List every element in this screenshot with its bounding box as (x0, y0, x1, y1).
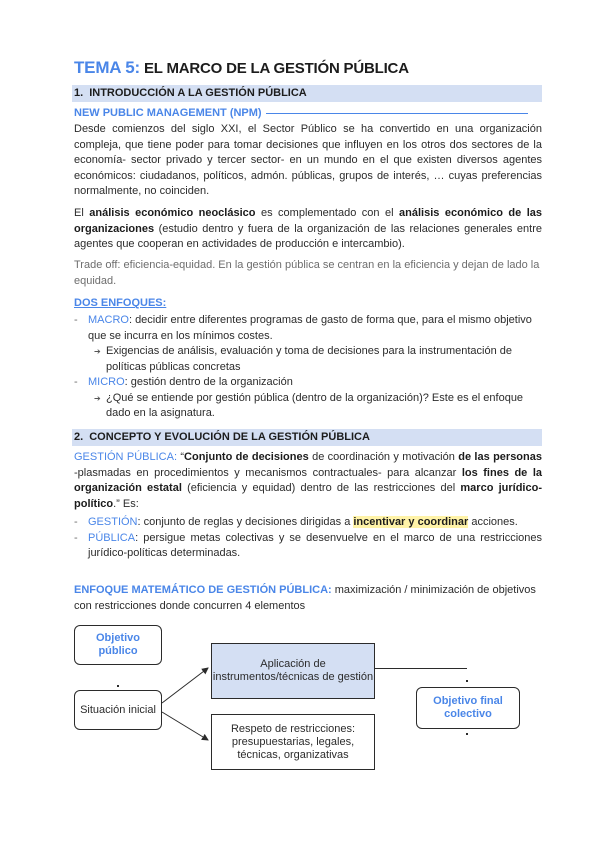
connector-dot (466, 680, 468, 682)
publica-label: PÚBLICA (88, 531, 136, 544)
gestion-text-3: (eficiencia y equidad) dentro de las restricciones del (181, 482, 461, 494)
enfoques-list (74, 313, 542, 422)
gestion-publica-label: GESTIÓN PÚBLICA: (74, 451, 177, 463)
title-number: TEMA 5: (74, 58, 140, 77)
enfoques-heading (74, 296, 542, 312)
gestion-def-end: acciones. (468, 516, 518, 528)
micro-label: MICRO (88, 376, 125, 388)
macro-sub-text: Exigencias de análisis, evaluación y toma de decisiones para la instrumentación de políticas públicas concretas (106, 345, 513, 373)
gestion-bold-3: los fines de la organización estatal (74, 466, 543, 494)
micro-text: : gestión dentro de la organización (124, 376, 293, 388)
npm-paragraph: Desde comienzos del siglo XXI, el Sector Público se ha convertido en una organización compleja, que tiene poder para tomar decisiones que influyen en los otros dos sectores de la economía- sector privado y tercer sector- en un mundo en el que existen diversos agentes económicos: ciudadanos, políticos, admón. públicas, grupos de interés, … cuyas preferencias normalmente, no coinciden. (74, 123, 542, 197)
gestion-text-1: de coordinación y motivación (308, 451, 459, 463)
list-item-publica (74, 531, 542, 562)
enfoque-matematico-paragraph (74, 583, 542, 614)
gestion-label: GESTIÓN (88, 516, 138, 528)
sub-item-micro (74, 391, 542, 422)
analysis-text-3: (estudio dentro y fuera de la organización de las relaciones generales entre agentes que cooperan en actividades de producción e intercambio). (74, 222, 542, 250)
tradeoff-paragraph: Trade off: eficiencia-equidad. En la gestión pública se centran en la eficiencia y dejan de lado la equidad. (74, 259, 540, 287)
enfoques-heading-text: DOS ENFOQUES: (74, 297, 167, 309)
list-item-gestion (74, 515, 542, 531)
macro-label: MACRO (88, 314, 129, 326)
gestion-text-2: -plasmadas en procedimientos y mecanismos contractuales- para alcanzar (74, 466, 462, 479)
aplicacion-box: Aplicación de instrumentos/técnicas de gestión (211, 643, 375, 699)
dash-bullet: - (74, 531, 78, 544)
npm-heading-text: NEW PUBLIC MANAGEMENT (NPM) (74, 107, 262, 119)
quote-open: “ (177, 451, 185, 463)
section-1-title: INTRODUCCIÓN A LA GESTIÓN PÚBLICA (89, 87, 307, 99)
definitions-list (74, 515, 542, 562)
micro-sub-text: ¿Qué se entiende por gestión pública (dentro de la organización)? Este es el enfoque dado en la asignatura. (106, 391, 524, 419)
dash-bullet: - (74, 314, 78, 326)
gestion-bold-1: Conjunto de decisiones (184, 451, 309, 463)
gestion-text-4: .” Es: (113, 497, 139, 510)
gestion-bold-2: de las personas (458, 451, 542, 463)
section-2-header (72, 429, 542, 446)
section-1-number: 1. (74, 87, 84, 99)
objetivo-publico-box: Objetivo público (74, 625, 162, 665)
enfoque-matematico-label: ENFOQUE MATEMÁTICO DE GESTIÓN PÚBLICA: (74, 584, 332, 596)
title-text: EL MARCO DE LA GESTIÓN PÚBLICA (143, 60, 409, 77)
situacion-inicial-box: Situación inicial (74, 690, 162, 730)
respeto-box: Respeto de restricciones: presupuestarias, legales, técnicas, organizativas (211, 714, 375, 770)
arrow-to-aplicacion (162, 668, 208, 703)
analysis-bold-2: análisis económico de las organizaciones (74, 207, 542, 235)
gestion-publica-paragraph (74, 450, 542, 512)
analysis-bold-1: análisis económico neoclásico (89, 207, 256, 219)
arrow-to-respeto (162, 712, 208, 740)
analysis-paragraph (74, 206, 542, 253)
connector-line (375, 668, 467, 669)
enfoque-matematico-text: maximización / minimización de objetivos con restricciones donde concurren 4 elementos (74, 584, 536, 612)
npm-underline (266, 113, 528, 114)
dash-bullet: - (74, 516, 78, 528)
highlighted-text: incentivar y coordinar (353, 516, 469, 528)
gestion-bold-4: marco jurídico-político (74, 482, 542, 510)
arrow-right-icon: ➔ (94, 347, 101, 356)
section-2-title: CONCEPTO Y EVOLUCIÓN DE LA GESTIÓN PÚBLICA (89, 431, 370, 443)
sub-item-macro (74, 344, 542, 375)
objetivo-final-box: Objetivo final colectivo (416, 687, 520, 729)
page-title (74, 58, 409, 78)
analysis-text-1: El (74, 207, 90, 219)
arrow-right-icon: ➔ (94, 393, 101, 403)
macro-text: : decidir entre diferentes programas de gasto de forma que, para el mismo objetivo que se incurra en los mínimos costes. (88, 314, 532, 342)
list-item-macro (74, 313, 542, 344)
npm-heading (74, 106, 542, 122)
section-1-header (72, 85, 542, 102)
dash-bullet: - (74, 376, 78, 388)
list-item-micro (74, 375, 542, 391)
publica-def-text: : persigue metas colectivas y se desenvuelve en el marco de una restricciones jurídico-políticas determinadas. (88, 531, 542, 559)
section-2-number: 2. (74, 431, 84, 443)
gestion-def-text: : conjunto de reglas y decisiones dirigidas a (137, 516, 354, 528)
analysis-text-2: es complementado con el (255, 207, 400, 219)
connector-dot (466, 733, 468, 735)
connector-dot (117, 685, 119, 687)
